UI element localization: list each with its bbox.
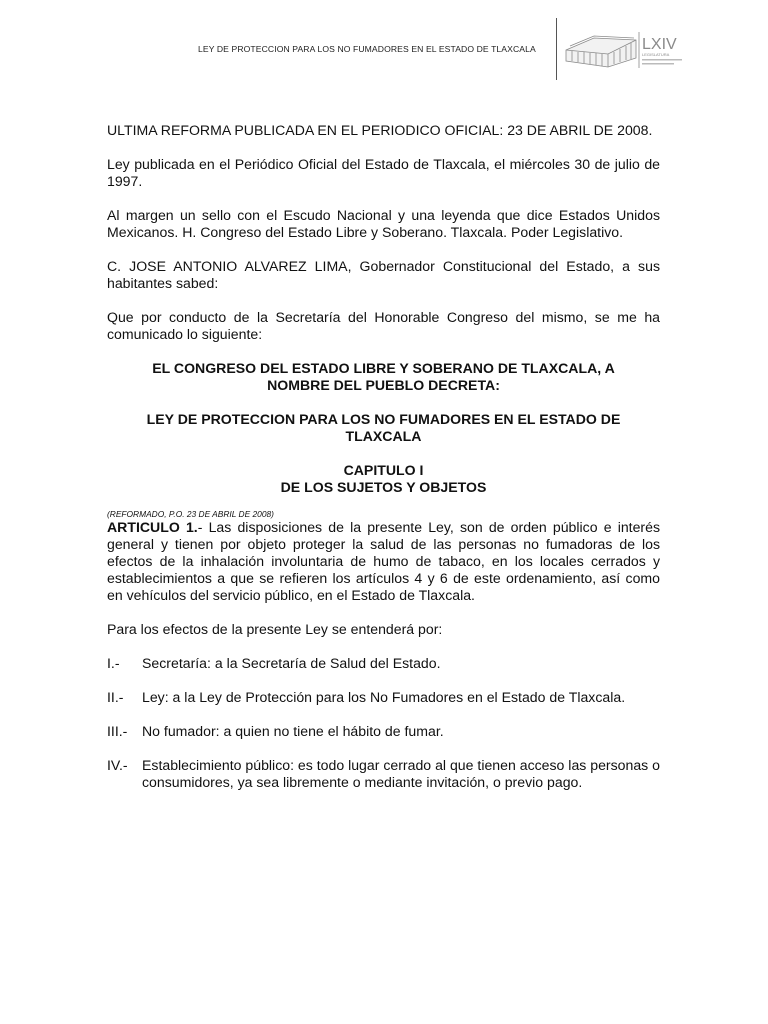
definition-number: III.- [107, 723, 128, 739]
definition-number: II.- [107, 689, 124, 705]
definition-item [107, 723, 660, 740]
definition-item [107, 757, 660, 791]
publication-notice: Ley publicada en el Periódico Oficial del Estado de Tlaxcala, el miércoles 30 de julio de 1997. [107, 156, 660, 189]
definitions-intro: Para los efectos de la presente Ley se entenderá por: [107, 621, 443, 637]
definition-item [107, 655, 660, 672]
congress-building-icon [566, 36, 636, 67]
definition-text: Ley: a la Ley de Protección para los No Fumadores en el Estado de Tlaxcala. [142, 689, 626, 705]
governor-proclamation: C. JOSE ANTONIO ALVAREZ LIMA, Gobernador Constitucional del Estado, a sus habitantes sabed: [107, 258, 660, 291]
definition-number: I.- [107, 655, 120, 671]
decree-heading: EL CONGRESO DEL ESTADO LIBRE Y SOBERANO DE TLAXCALA, A NOMBRE DEL PUEBLO DECRETA: [152, 360, 615, 393]
definition-text: Establecimiento público: es todo lugar cerrado al que tienen acceso las personas o consumidores, ya sea libremente o mediante invitación, o previo pago. [142, 757, 660, 790]
definition-item [107, 689, 660, 706]
document-body [107, 122, 660, 791]
header-divider [556, 18, 557, 80]
seal-description: Al margen un sello con el Escudo Nacional y una leyenda que dice Estados Unidos Mexicanos. H. Congreso del Estado Libre y Soberano. Tlaxcala. Poder Legislativo. [107, 207, 660, 240]
last-reform-notice: ULTIMA REFORMA PUBLICADA EN EL PERIODICO OFICIAL: 23 DE ABRIL DE 2008. [107, 122, 653, 138]
logo-small-print [642, 59, 682, 61]
article-1-label: ARTICULO 1. [107, 519, 198, 535]
definition-text: Secretaría: a la Secretaría de Salud del Estado. [142, 655, 441, 671]
article-1 [107, 519, 660, 604]
legislature-caption: LEGISLATURA [642, 52, 670, 57]
congress-communication: Que por conducto de la Secretaría del Honorable Congreso del mismo, se me ha comunicado lo siguiente: [107, 309, 660, 342]
law-title: LEY DE PROTECCION PARA LOS NO FUMADORES EN EL ESTADO DE TLAXCALA [146, 411, 621, 444]
running-header-title: LEY DE PROTECCION PARA LOS NO FUMADORES EN EL ESTADO DE TLAXCALA [198, 44, 536, 54]
chapter-title: DE LOS SUJETOS Y OBJETOS [280, 479, 487, 495]
chapter-number: CAPITULO I [343, 462, 424, 478]
congress-logo [564, 30, 690, 70]
definition-text: No fumador: a quien no tiene el hábito de fumar. [142, 723, 444, 739]
legislature-number: LXIV [642, 36, 677, 53]
definition-number: IV.- [107, 757, 128, 773]
amendment-note: (REFORMADO, P.O. 23 DE ABRIL DE 2008) [107, 509, 274, 519]
logo-small-print [642, 63, 674, 65]
article-1-text: - Las disposiciones de la presente Ley, son de orden público e interés general y tienen por objeto proteger la salud de las personas no fumadoras de los efectos de la inhalación involuntaria de humo de tabaco, en los locales cerrados y establecimientos a que se refieren los artículos 4 y 6 de este ordenamiento, así como en vehículos del servicio público, en el Estado de Tlaxcala. [107, 519, 660, 603]
